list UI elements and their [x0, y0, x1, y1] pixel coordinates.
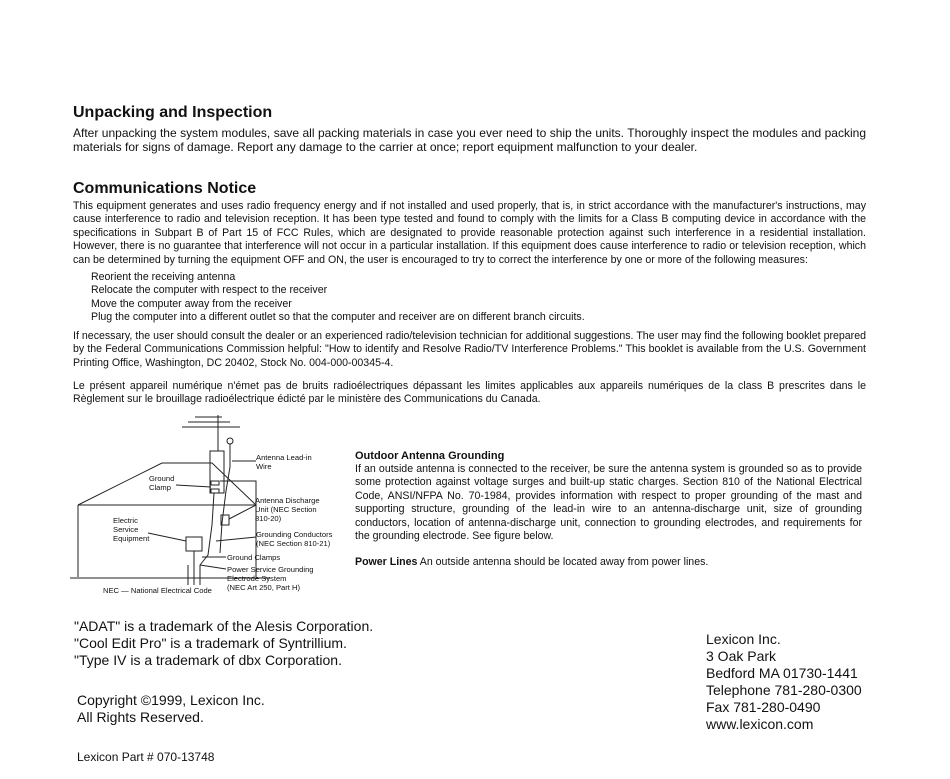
label-ground-clamps: Ground Clamps [227, 553, 281, 562]
label-power-service: Power Service Grounding Electrode System (NEC Art 250, Part H) [227, 565, 314, 592]
label-grounding-conductors: Grounding Conductors (NEC Section 810-21) [256, 530, 333, 548]
copyright: Copyright ©1999, Lexicon Inc. All Rights Reserved. [77, 692, 265, 725]
trademark-line: "Type IV is a trademark of dbx Corporation. [74, 652, 342, 668]
outdoor-heading: Outdoor Antenna Grounding [355, 450, 505, 462]
trademarks [74, 618, 373, 669]
label-antenna-lead: Antenna Lead-in Wire [256, 453, 312, 471]
label-discharge-unit: Antenna Discharge Unit (NEC Section 810-20) [255, 496, 320, 523]
outdoor-text: If an outside antenna is connected to the receiver, be sure the antenna system is grounded so as to provide some protection against voltage surges and built-up static charges. Section 810 of the National Electrical Code, ANSI/NFPA No. 70-1984, provides information with respect to proper grounding of the mast and supporting structure, grounding of the lead-in wire to an antenna-discharge unit, size of grounding conductors, location of antenna-discharge unit, connection to grounding electrodes, and requirements for the grounding electrode. See figure below. [355, 463, 862, 543]
company-address: Lexicon Inc. 3 Oak Park Bedford MA 01730-1441 Telephone 781-280-0300 Fax 781-280-0490 www.lexicon.com [706, 631, 862, 732]
part-number: Lexicon Part # 070-13748 [77, 750, 215, 764]
comms-text-2: If necessary, the user should consult the dealer or an experienced radio/television technician for additional suggestions. The user may find the following booklet prepared by the Federal Communications Commission helpful: "How to identify and Resolve Radio/TV Interference Problems." This booklet is available from the U.S. Government Printing Office, Washington, DC 20402, Stock No. 004-000-00345-4. [73, 330, 866, 369]
power-lines-note: Power Lines An outside antenna should be located away from power lines. [355, 556, 709, 569]
unpacking-heading: Unpacking and Inspection [73, 104, 273, 121]
outdoor-antenna-section [355, 449, 862, 570]
comms-text-3: Le présent appareil numérique n'émet pas de bruits radioélectriques dépassant les limites applicables aux appareils numériques de la class B prescrites dans le Règlement sur le brouillage radioélectrique édicté par le ministère des Communications du Canada. [73, 380, 866, 406]
trademark-line: "Cool Edit Pro" is a trademark of Syntrillium. [74, 635, 347, 651]
trademark-line: "ADAT" is a trademark of the Alesis Corporation. [74, 618, 374, 634]
list-item: Plug the computer into a different outlet so that the computer and receiver are on different branch circuits. [91, 311, 585, 324]
label-nec: NEC — National Electrical Code [103, 586, 212, 595]
website-link[interactable]: www.lexicon.com [706, 716, 814, 732]
label-electric-service: Electric Service Equipment [113, 516, 150, 543]
label-ground-clamp: Ground Clamp [149, 474, 175, 492]
list-item: Reorient the receiving antenna [91, 271, 236, 283]
comms-heading: Communications Notice [73, 180, 257, 197]
list-item: Relocate the computer with respect to the receiver [91, 284, 328, 297]
list-item: Move the computer away from the receiver [91, 297, 292, 310]
antenna-grounding-diagram [70, 415, 350, 600]
comms-text-1: This equipment generates and uses radio frequency energy and if not installed and used properly, that is, in strict accordance with the manufacturer's instructions, may cause interference to radio and television reception. It has been type tested and found to comply with the limits for a Class B computing device in accordance with the specifications in Subpart B of Part 15 of FCC Rules, which are designated to provide reasonable protection against such interference in a residential installation. However, there is no guarantee that interference will not occur in a particular installation. If this equipment does cause interference to radio or television reception, which can be determined by turning the equipment OFF and ON, the user is encouraged to try to correct the interference by one or more of the following measures: [73, 200, 866, 266]
measures-list [91, 271, 851, 325]
unpacking-text: After unpacking the system modules, save all packing materials in case you ever need to ship the units. Thoroughly inspect the modules and packing materials for signs of damage. Report any damage to the carrier at once; report equipment malfunction to your dealer. [73, 126, 866, 154]
